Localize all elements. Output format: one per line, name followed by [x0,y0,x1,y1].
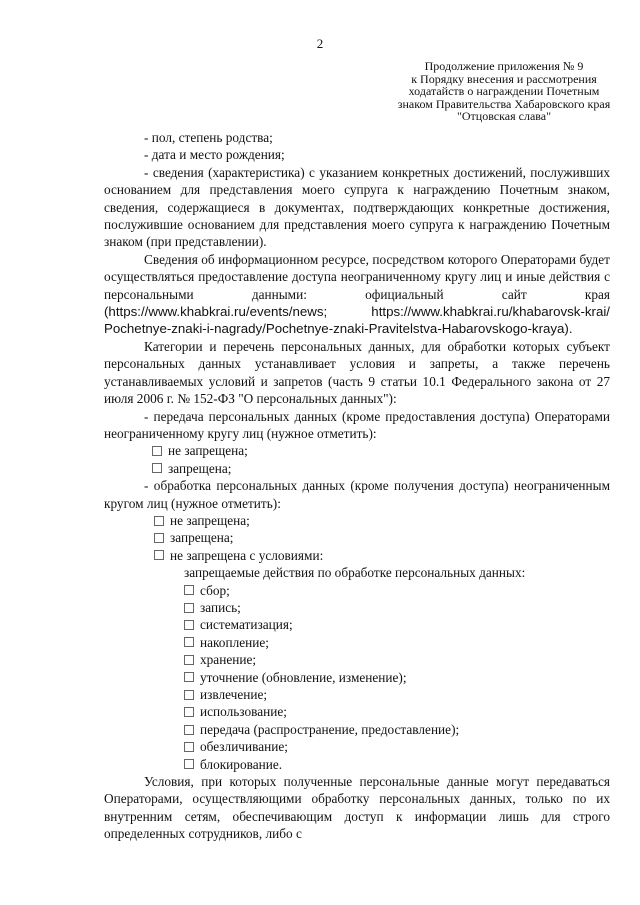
action-storage[interactable] [104,651,610,668]
checkbox-icon[interactable] [154,516,164,526]
checkbox-icon[interactable] [184,725,194,735]
checkbox-icon[interactable] [184,742,194,752]
action-systematization[interactable] [104,616,610,633]
processing-paragraph: - обработка персональных данных (кроме получения доступа) неограниченным кругом лиц (нужное отметить): [104,478,610,511]
checkbox-icon[interactable] [184,637,194,647]
action-collection[interactable] [104,582,610,599]
action-transfer[interactable] [104,721,610,738]
action-blocking[interactable] [104,756,610,773]
option-label: запрещена; [170,530,234,546]
action-label: хранение; [200,652,257,668]
resource-paragraph [104,251,610,338]
checkbox-icon[interactable] [184,759,194,769]
action-label: использование; [200,704,287,720]
checkbox-icon[interactable] [154,533,164,543]
conditions-paragraph: Условия, при которых полученные персональные данные могут передаваться Операторами, осуществляющими обработку персональных данных, только по их внутренним сетям, обеспечивающим доступ к информации лишь для строго определенных сотрудников, либо с [104,774,610,842]
action-label: блокирование. [200,756,283,772]
header-line: знаком Правительства Хабаровского края [397,96,611,111]
option-label: запрещена; [168,460,232,476]
option-label: не запрещена; [168,443,248,459]
action-recording[interactable] [104,599,610,616]
action-usage[interactable] [104,703,610,720]
action-label: извлечение; [200,687,268,702]
checkbox-icon[interactable] [184,603,194,613]
action-label: обезличивание; [200,739,288,755]
checkbox-icon[interactable] [184,655,194,665]
checkbox-icon[interactable] [184,672,194,682]
checkbox-icon[interactable] [152,446,162,456]
action-label: запись; [200,599,241,615]
processing-option-prohibited[interactable] [104,529,610,546]
appendix-header [384,60,624,123]
action-label: систематизация; [200,617,293,633]
prohibited-actions-title: запрещаемые действия по обработке персональных данных: [184,565,526,581]
checkbox-icon[interactable] [184,707,194,717]
checkbox-icon[interactable] [184,690,194,700]
resource-text: Сведения об информационном ресурсе, посредством которого Операторами будет осуществляться предоставление доступа неограниченному кругу лиц и иные действия с персональными данными: официальный сайт края [104,251,610,302]
option-label: не запрещена с условиями: [170,547,324,563]
action-label: накопление; [200,634,269,650]
header-line: Продолжение приложения № 9 [424,59,584,73]
list-item-kinship: - пол, степень родства; [144,130,273,145]
list-item-birth: - дата и место рождения; [144,147,285,163]
action-extraction[interactable] [104,686,610,703]
list-item-info: - сведения (характеристика) с указанием конкретных достижений, послуживших основанием для представления моего супруга к награждению Почетным знаком, сведения, содержащиеся в документах, подтверждающих конкретные достижения, послужившие основанием для представления моего супруга к награждению Почетным знаком (при представлении). [104,164,610,250]
document-body [104,129,610,843]
transfer-option-prohibited[interactable] [104,460,610,477]
header-line: к Порядку внесения и рассмотрения [411,71,597,86]
header-line: ходатайств о награждении Почетным [408,84,600,98]
resource-url: (https://www.khabkrai.ru/events/news; https://www.khabkrai.ru/khabarovsk-krai/ Pochetnye-znaki-i-nagrady/Pochetnye-znaki-Pravitelstva-Habarovskogo-kraya). [104,304,610,337]
page-number: 2 [316,36,324,51]
checkbox-icon[interactable] [152,463,162,473]
action-depersonalization[interactable] [104,738,610,755]
action-accumulation[interactable] [104,634,610,651]
header-line: "Отцовская слава" [456,109,552,123]
transfer-option-not-prohibited[interactable] [104,442,610,459]
categories-paragraph: Категории и перечень персональных данных, для обработки которых субъект персональных данных устанавливает условия и запреты, а также перечень устанавливаемых условий и запретов (часть 9 статьи 10.1 Федерального закона от 27 июля 2006 г. № 152-ФЗ "О персональных данных"): [104,338,610,407]
action-label: передача (распространение, предоставление); [200,721,460,737]
action-clarification[interactable] [104,669,610,686]
action-label: сбор; [200,582,230,598]
option-label: не запрещена; [170,512,250,528]
transfer-paragraph: - передача персональных данных (кроме предоставления доступа) Операторами неограниченному кругу лиц (нужное отметить): [104,408,610,441]
checkbox-icon[interactable] [184,620,194,630]
processing-option-not-prohibited[interactable] [104,512,610,529]
checkbox-icon[interactable] [184,585,194,595]
checkbox-icon[interactable] [154,550,164,560]
action-label: уточнение (обновление, изменение); [200,669,407,685]
processing-option-conditional[interactable] [104,547,610,564]
